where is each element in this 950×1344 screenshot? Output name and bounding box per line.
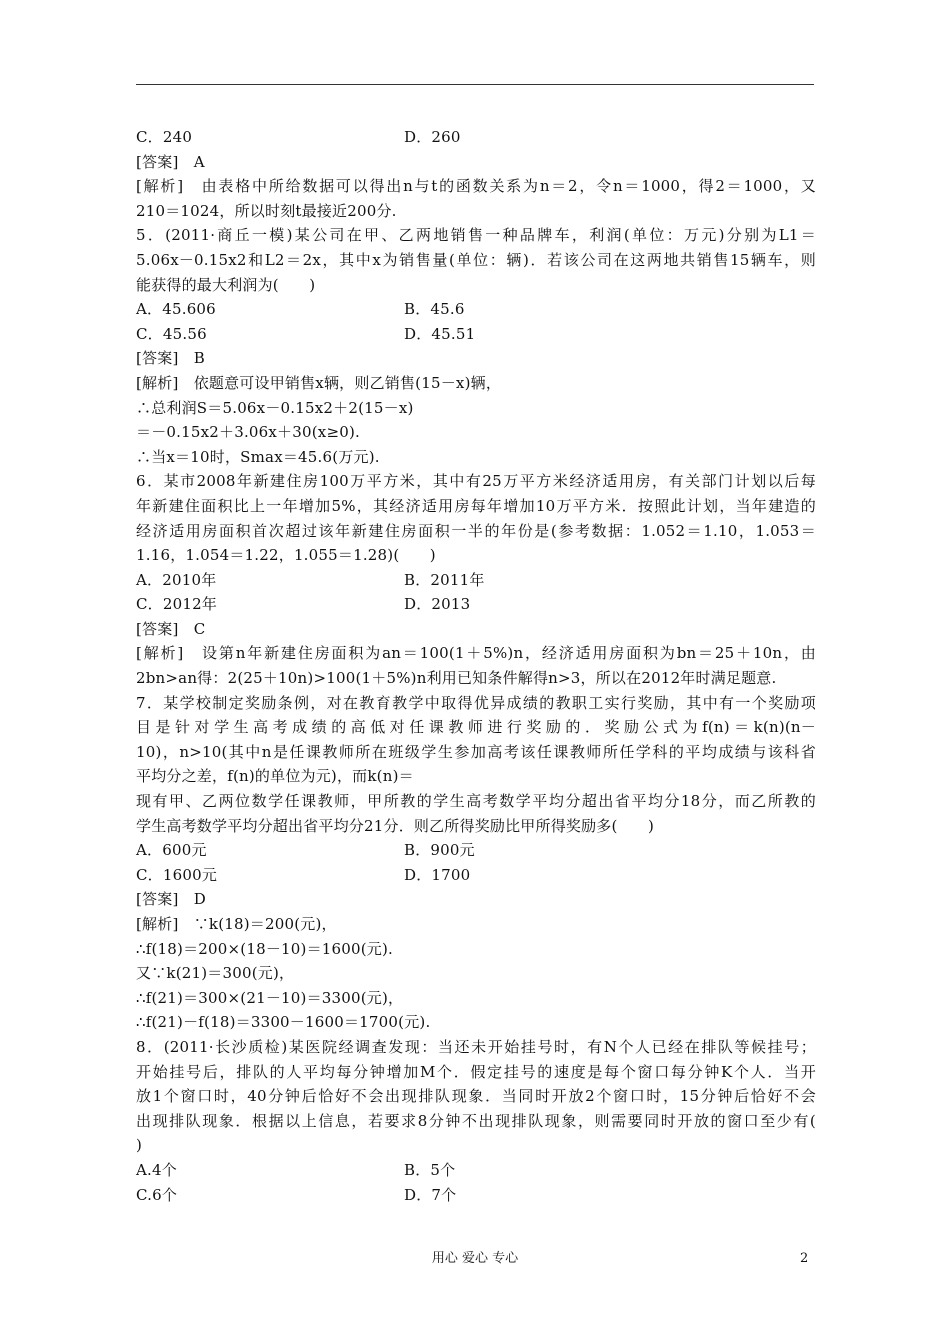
text-line: ∴当x＝10时，Smax＝45.6(万元). — [136, 447, 380, 466]
text-line: 开始挂号后，排队的人平均每分钟增加M个．假定挂号的速度是每个窗口每分钟K个人．当开 — [136, 1062, 816, 1081]
option-left: C．1600元 — [136, 865, 218, 884]
option-left: A．2010年 — [136, 570, 217, 589]
text-line: 能获得的最大利润为( ) — [136, 275, 316, 294]
text-line: [解析] 设第n年新建住房面积为an＝100(1＋5%)n，经济适用房面积为bn＝25＋10n，由 — [136, 644, 816, 663]
text-line: ∴f(21)＝300×(21－10)＝3300(元)， — [136, 988, 404, 1007]
text-line: 目是针对学生高考成绩的高低对任课教师进行奖励的．奖励公式为f(n)＝k(n)(n－ — [136, 718, 816, 737]
text-line: 2bn>an得：2(25＋10n)>100(1＋5%)n利用已知条件解得n>3，所以在2012年时满足题意. — [136, 669, 777, 688]
text-line: 1.16，1.054＝1.22，1.055＝1.28)( ) — [136, 546, 436, 565]
option-right: B．5个 — [404, 1160, 456, 1179]
option-row — [136, 125, 816, 150]
option-row — [136, 297, 816, 322]
option-right: D．7个 — [404, 1185, 457, 1204]
text-line: 5.06x－0.15x2和L2＝2x，其中x为销售量(单位：辆)．若该公司在这两地共销售15辆车，则 — [136, 250, 816, 269]
header-rule — [136, 84, 814, 85]
option-left: C．240 — [136, 128, 193, 146]
text-line: 210＝1024，所以时刻t最接近200分. — [136, 201, 397, 220]
text-line: 5．(2011·商丘一模)某公司在甲、乙两地销售一种品牌车，利润(单位：万元)分别为L1＝ — [136, 226, 816, 245]
text-line: [解析] ∵k(18)＝200(元)， — [136, 915, 337, 933]
text-line: 7．某学校制定奖励条例，对在教育教学中取得优异成绩的教职工实行奖励，其中有一个奖励项 — [136, 693, 816, 712]
text-line: 出现排队现象．根据以上信息，若要求8分钟不出现排队现象，则需要同时开放的窗口至少有( — [136, 1111, 816, 1130]
text-line: [答案] A — [136, 152, 205, 171]
option-row — [136, 568, 816, 593]
option-right: D．2013 — [404, 595, 471, 614]
option-right: D．260 — [404, 128, 461, 146]
text-line: ＝－0.15x2＋3.06x＋30(x≥0). — [136, 423, 360, 442]
option-left: C.6个 — [136, 1185, 178, 1204]
option-row — [136, 838, 816, 863]
text-line: 6．某市2008年新建住房100万平方米，其中有25万平方米经济适用房，有关部门计划以后每 — [136, 472, 816, 491]
option-left: C．2012年 — [136, 595, 218, 614]
text-line: [解析] 依题意可设甲销售x辆，则乙销售(15－x)辆， — [136, 373, 502, 392]
option-right: D．45.51 — [404, 324, 476, 343]
page-number: 2 — [800, 1251, 809, 1266]
text-line: ∴总利润S＝5.06x－0.15x2＋2(15－x) — [136, 398, 414, 417]
text-line: [答案] D — [136, 890, 206, 909]
text-line: 现有甲、乙两位数学任课教师，甲所教的学生高考数学平均分超出省平均分18分，而乙所教的 — [136, 792, 816, 811]
text-line: [答案] B — [136, 349, 205, 368]
text-line: ∴f(18)＝200×(18－10)＝1600(元). — [136, 939, 394, 958]
text-line: ∴f(21)－f(18)＝3300－1600＝1700(元). — [136, 1013, 431, 1032]
option-row — [136, 1158, 816, 1183]
text-line: [答案] C — [136, 619, 206, 638]
option-left: C．45.56 — [136, 324, 207, 343]
option-left: A．45.606 — [136, 300, 216, 319]
text-line: 经济适用房面积首次超过该年新建住房面积一半的年份是(参考数据：1.052＝1.10，1.053＝ — [136, 521, 816, 540]
text-line: 年新建住面积比上一年增加5%，其经济适用房每年增加10万平方米．按照此计划，当年建造的 — [136, 496, 816, 515]
option-row — [136, 322, 816, 347]
option-right: B．2011年 — [404, 570, 485, 589]
text-line: 学生高考数学平均分超出省平均分21分．则乙所得奖励比甲所得奖励多( ) — [136, 816, 654, 835]
document-body — [136, 125, 816, 1207]
text-line: 8．(2011·长沙质检)某医院经调查发现：当还未开始挂号时，有N个人已经在排队等候挂号； — [136, 1037, 816, 1056]
text-line: 放1个窗口时，40分钟后恰好不会出现排队现象．当同时开放2个窗口时，15分钟后恰好不会 — [136, 1087, 816, 1106]
option-right: D．1700 — [404, 865, 471, 884]
option-right: B．45.6 — [404, 300, 465, 319]
text-line: [解析] 由表格中所给数据可以得出n与t的函数关系为n＝2，令n＝1000，得2＝1000，又 — [136, 177, 816, 196]
option-left: A．600元 — [136, 841, 207, 860]
page-footer — [0, 1249, 950, 1269]
option-row — [136, 863, 816, 888]
option-row — [136, 1183, 816, 1208]
footer-slogan: 用心 爱心 专心 — [431, 1251, 519, 1266]
option-right: B．900元 — [404, 841, 475, 860]
text-line: 又∵k(21)＝300(元)， — [136, 964, 295, 983]
text-line: 平均分之差，f(n)的单位为元)，而k(n)＝ — [136, 767, 414, 786]
option-row — [136, 592, 816, 617]
option-left: A.4个 — [136, 1160, 177, 1179]
text-line: ) — [136, 1136, 143, 1155]
text-line: 10)，n>10(其中n是任课教师所在班级学生参加高考该任课教师所任学科的平均成绩与该科省 — [136, 742, 816, 761]
